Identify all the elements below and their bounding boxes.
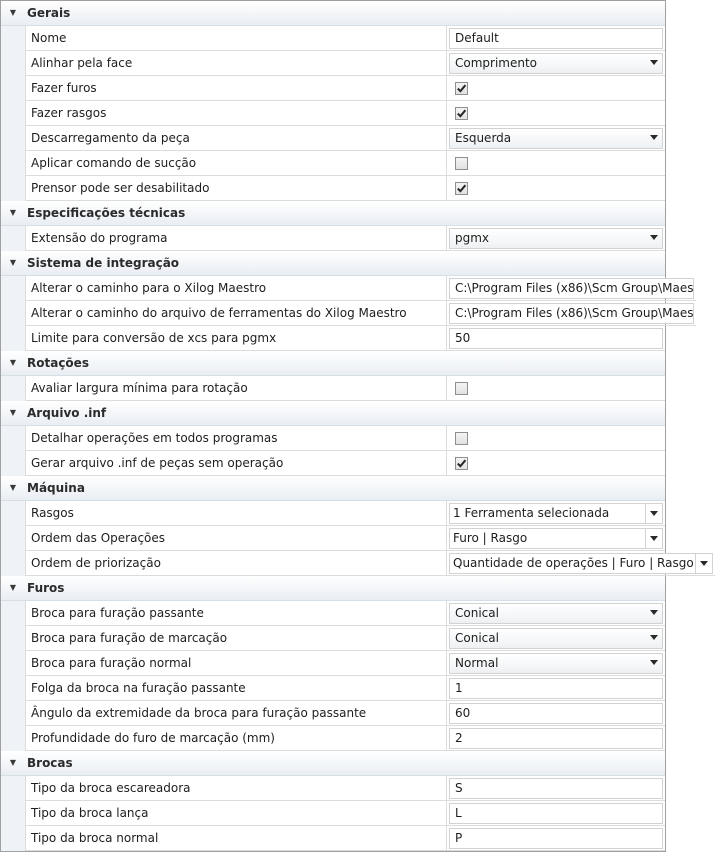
collapse-icon[interactable]: ▼ <box>9 408 17 417</box>
category-especificacoes[interactable] <box>1 201 665 226</box>
property-label: Avaliar largura mínima para rotação <box>25 376 447 401</box>
property-row-caminho-ferramentas <box>1 301 694 326</box>
multiselect-value: Furo | Rasgo <box>453 531 528 545</box>
category-title: Rotações <box>27 356 89 370</box>
property-label: Limite para conversão de xcs para pgmx <box>25 326 447 351</box>
category-title: Arquivo .inf <box>27 406 107 420</box>
property-row-avaliar <box>1 376 665 401</box>
category-title: Máquina <box>27 481 85 495</box>
checkmark-icon <box>456 83 467 94</box>
property-label: Fazer furos <box>25 76 447 101</box>
dropdown-button[interactable] <box>645 529 662 548</box>
property-row-broca-passante <box>1 601 665 626</box>
property-label: Aplicar comando de sucção <box>25 151 447 176</box>
fazer-rasgos-checkbox[interactable] <box>455 107 468 120</box>
category-integracao[interactable] <box>1 251 665 276</box>
property-row-lanca <box>1 801 665 826</box>
collapse-icon[interactable]: ▼ <box>9 758 17 767</box>
lanca-input[interactable]: L <box>449 803 663 824</box>
angulo-input[interactable]: 60 <box>449 703 663 724</box>
chevron-down-icon <box>650 235 658 240</box>
property-row-prensor <box>1 176 665 201</box>
property-label: Broca para furação normal <box>25 651 447 676</box>
gerar-checkbox[interactable] <box>455 457 468 470</box>
collapse-icon[interactable]: ▼ <box>9 358 17 367</box>
property-label: Tipo da broca lança <box>25 801 447 826</box>
property-label: Ângulo da extremidade da broca para furação passante <box>25 701 447 726</box>
category-title: Especificações técnicas <box>27 206 186 220</box>
chevron-down-icon <box>650 635 658 640</box>
property-row-detalhar <box>1 426 665 451</box>
property-row-broca-normal <box>1 651 665 676</box>
property-label: Nome <box>25 26 447 51</box>
collapse-icon[interactable]: ▼ <box>9 8 17 17</box>
property-label: Alterar o caminho do arquivo de ferramentas do Xilog Maestro <box>25 301 447 326</box>
property-row-ordem-operacoes <box>1 526 665 551</box>
property-row-tipo-normal <box>1 826 665 851</box>
property-row-caminho-maestro <box>1 276 694 301</box>
descarregamento-select[interactable] <box>449 128 663 149</box>
folga-input[interactable]: 1 <box>449 678 663 699</box>
checkmark-icon <box>456 108 467 119</box>
select-value: Conical <box>455 606 499 620</box>
multiselect-value: Quantidade de operações | Furo | Rasgo <box>453 556 694 570</box>
prensor-checkbox[interactable] <box>455 182 468 195</box>
category-title: Sistema de integração <box>27 256 180 270</box>
property-row-descarregamento <box>1 126 665 151</box>
multiselect-value: 1 Ferramenta selecionada <box>453 506 610 520</box>
category-furos[interactable] <box>1 576 665 601</box>
property-row-broca-marcacao <box>1 626 665 651</box>
property-row-succao <box>1 151 665 176</box>
property-row-fazer-rasgos <box>1 101 665 126</box>
avaliar-checkbox[interactable] <box>455 382 468 395</box>
succao-checkbox[interactable] <box>455 157 468 170</box>
property-row-rasgos <box>1 501 665 526</box>
category-arquivo[interactable] <box>1 401 665 426</box>
collapse-icon[interactable]: ▼ <box>9 583 17 592</box>
nome-input[interactable]: Default <box>449 28 663 49</box>
collapse-icon[interactable]: ▼ <box>9 258 17 267</box>
collapse-icon[interactable]: ▼ <box>9 208 17 217</box>
property-label: Alterar o caminho para o Xilog Maestro <box>25 276 447 301</box>
property-label: Ordem das Operações <box>25 526 447 551</box>
property-label: Detalhar operações em todos programas <box>25 426 447 451</box>
broca-marcacao-select[interactable] <box>449 628 663 649</box>
escareadora-input[interactable]: S <box>449 778 663 799</box>
category-gerais[interactable] <box>1 1 665 26</box>
limite-input[interactable]: 50 <box>449 328 663 349</box>
select-value: Comprimento <box>455 56 538 70</box>
profundidade-input[interactable]: 2 <box>449 728 663 749</box>
property-label: Rasgos <box>25 501 447 526</box>
chevron-down-icon <box>700 561 708 566</box>
fazer-furos-checkbox[interactable] <box>455 82 468 95</box>
property-label: Broca para furação passante <box>25 601 447 626</box>
property-label: Folga da broca na furação passante <box>25 676 447 701</box>
chevron-down-icon <box>650 610 658 615</box>
checkmark-icon <box>456 458 467 469</box>
extensao-select[interactable] <box>449 228 663 249</box>
category-title: Brocas <box>27 756 73 770</box>
category-title: Gerais <box>27 6 71 20</box>
broca-normal-select[interactable] <box>449 653 663 674</box>
select-value: Conical <box>455 631 499 645</box>
select-value: Esquerda <box>455 131 512 145</box>
collapse-icon[interactable]: ▼ <box>9 483 17 492</box>
ordem-operacoes-multiselect[interactable] <box>449 528 663 549</box>
property-label: Ordem de priorização <box>25 551 447 576</box>
chevron-down-icon <box>650 60 658 65</box>
property-row-extensao <box>1 226 665 251</box>
category-brocas[interactable] <box>1 751 665 776</box>
alinhar-select[interactable] <box>449 53 663 74</box>
property-label: Alinhar pela face <box>25 51 447 76</box>
property-row-gerar <box>1 451 665 476</box>
property-label: Gerar arquivo .inf de peças sem operação <box>25 451 447 476</box>
property-row-angulo <box>1 701 665 726</box>
property-row-profundidade <box>1 726 665 751</box>
select-value: pgmx <box>455 231 490 245</box>
property-label: Tipo da broca normal <box>25 826 447 851</box>
property-label: Profundidade do furo de marcação (mm) <box>25 726 447 751</box>
property-row-alinhar <box>1 51 665 76</box>
property-row-limite <box>1 326 665 351</box>
property-label: Broca para furação de marcação <box>25 626 447 651</box>
property-label: Extensão do programa <box>25 226 447 251</box>
caminho-maestro-input[interactable]: C:\Program Files (x86)\Scm Group\Maes <box>449 278 694 299</box>
dropdown-button[interactable] <box>695 554 712 573</box>
chevron-down-icon <box>650 511 658 516</box>
caminho-ferramentas-input[interactable]: C:\Program Files (x86)\Scm Group\Maes <box>449 303 694 324</box>
chevron-down-icon <box>650 660 658 665</box>
chevron-down-icon <box>650 536 658 541</box>
dropdown-button[interactable] <box>645 504 662 523</box>
property-row-fazer-furos <box>1 76 665 101</box>
property-row-escareadora <box>1 776 665 801</box>
chevron-down-icon <box>650 135 658 140</box>
category-rotacoes[interactable] <box>1 351 665 376</box>
checkmark-icon <box>456 183 467 194</box>
broca-passante-select[interactable] <box>449 603 663 624</box>
property-label: Descarregamento da peça <box>25 126 447 151</box>
category-maquina[interactable] <box>1 476 665 501</box>
property-row-nome <box>1 26 665 51</box>
property-label: Prensor pode ser desabilitado <box>25 176 447 201</box>
ordem-priorizacao-multiselect[interactable] <box>449 553 713 574</box>
category-title: Furos <box>27 581 65 595</box>
select-value: Normal <box>455 656 499 670</box>
rasgos-multiselect[interactable] <box>449 503 663 524</box>
tipo-normal-input[interactable]: P <box>449 828 663 849</box>
property-row-folga <box>1 676 665 701</box>
property-label: Fazer rasgos <box>25 101 447 126</box>
property-row-ordem-priorizacao <box>1 551 694 576</box>
property-label: Tipo da broca escareadora <box>25 776 447 801</box>
detalhar-checkbox[interactable] <box>455 432 468 445</box>
